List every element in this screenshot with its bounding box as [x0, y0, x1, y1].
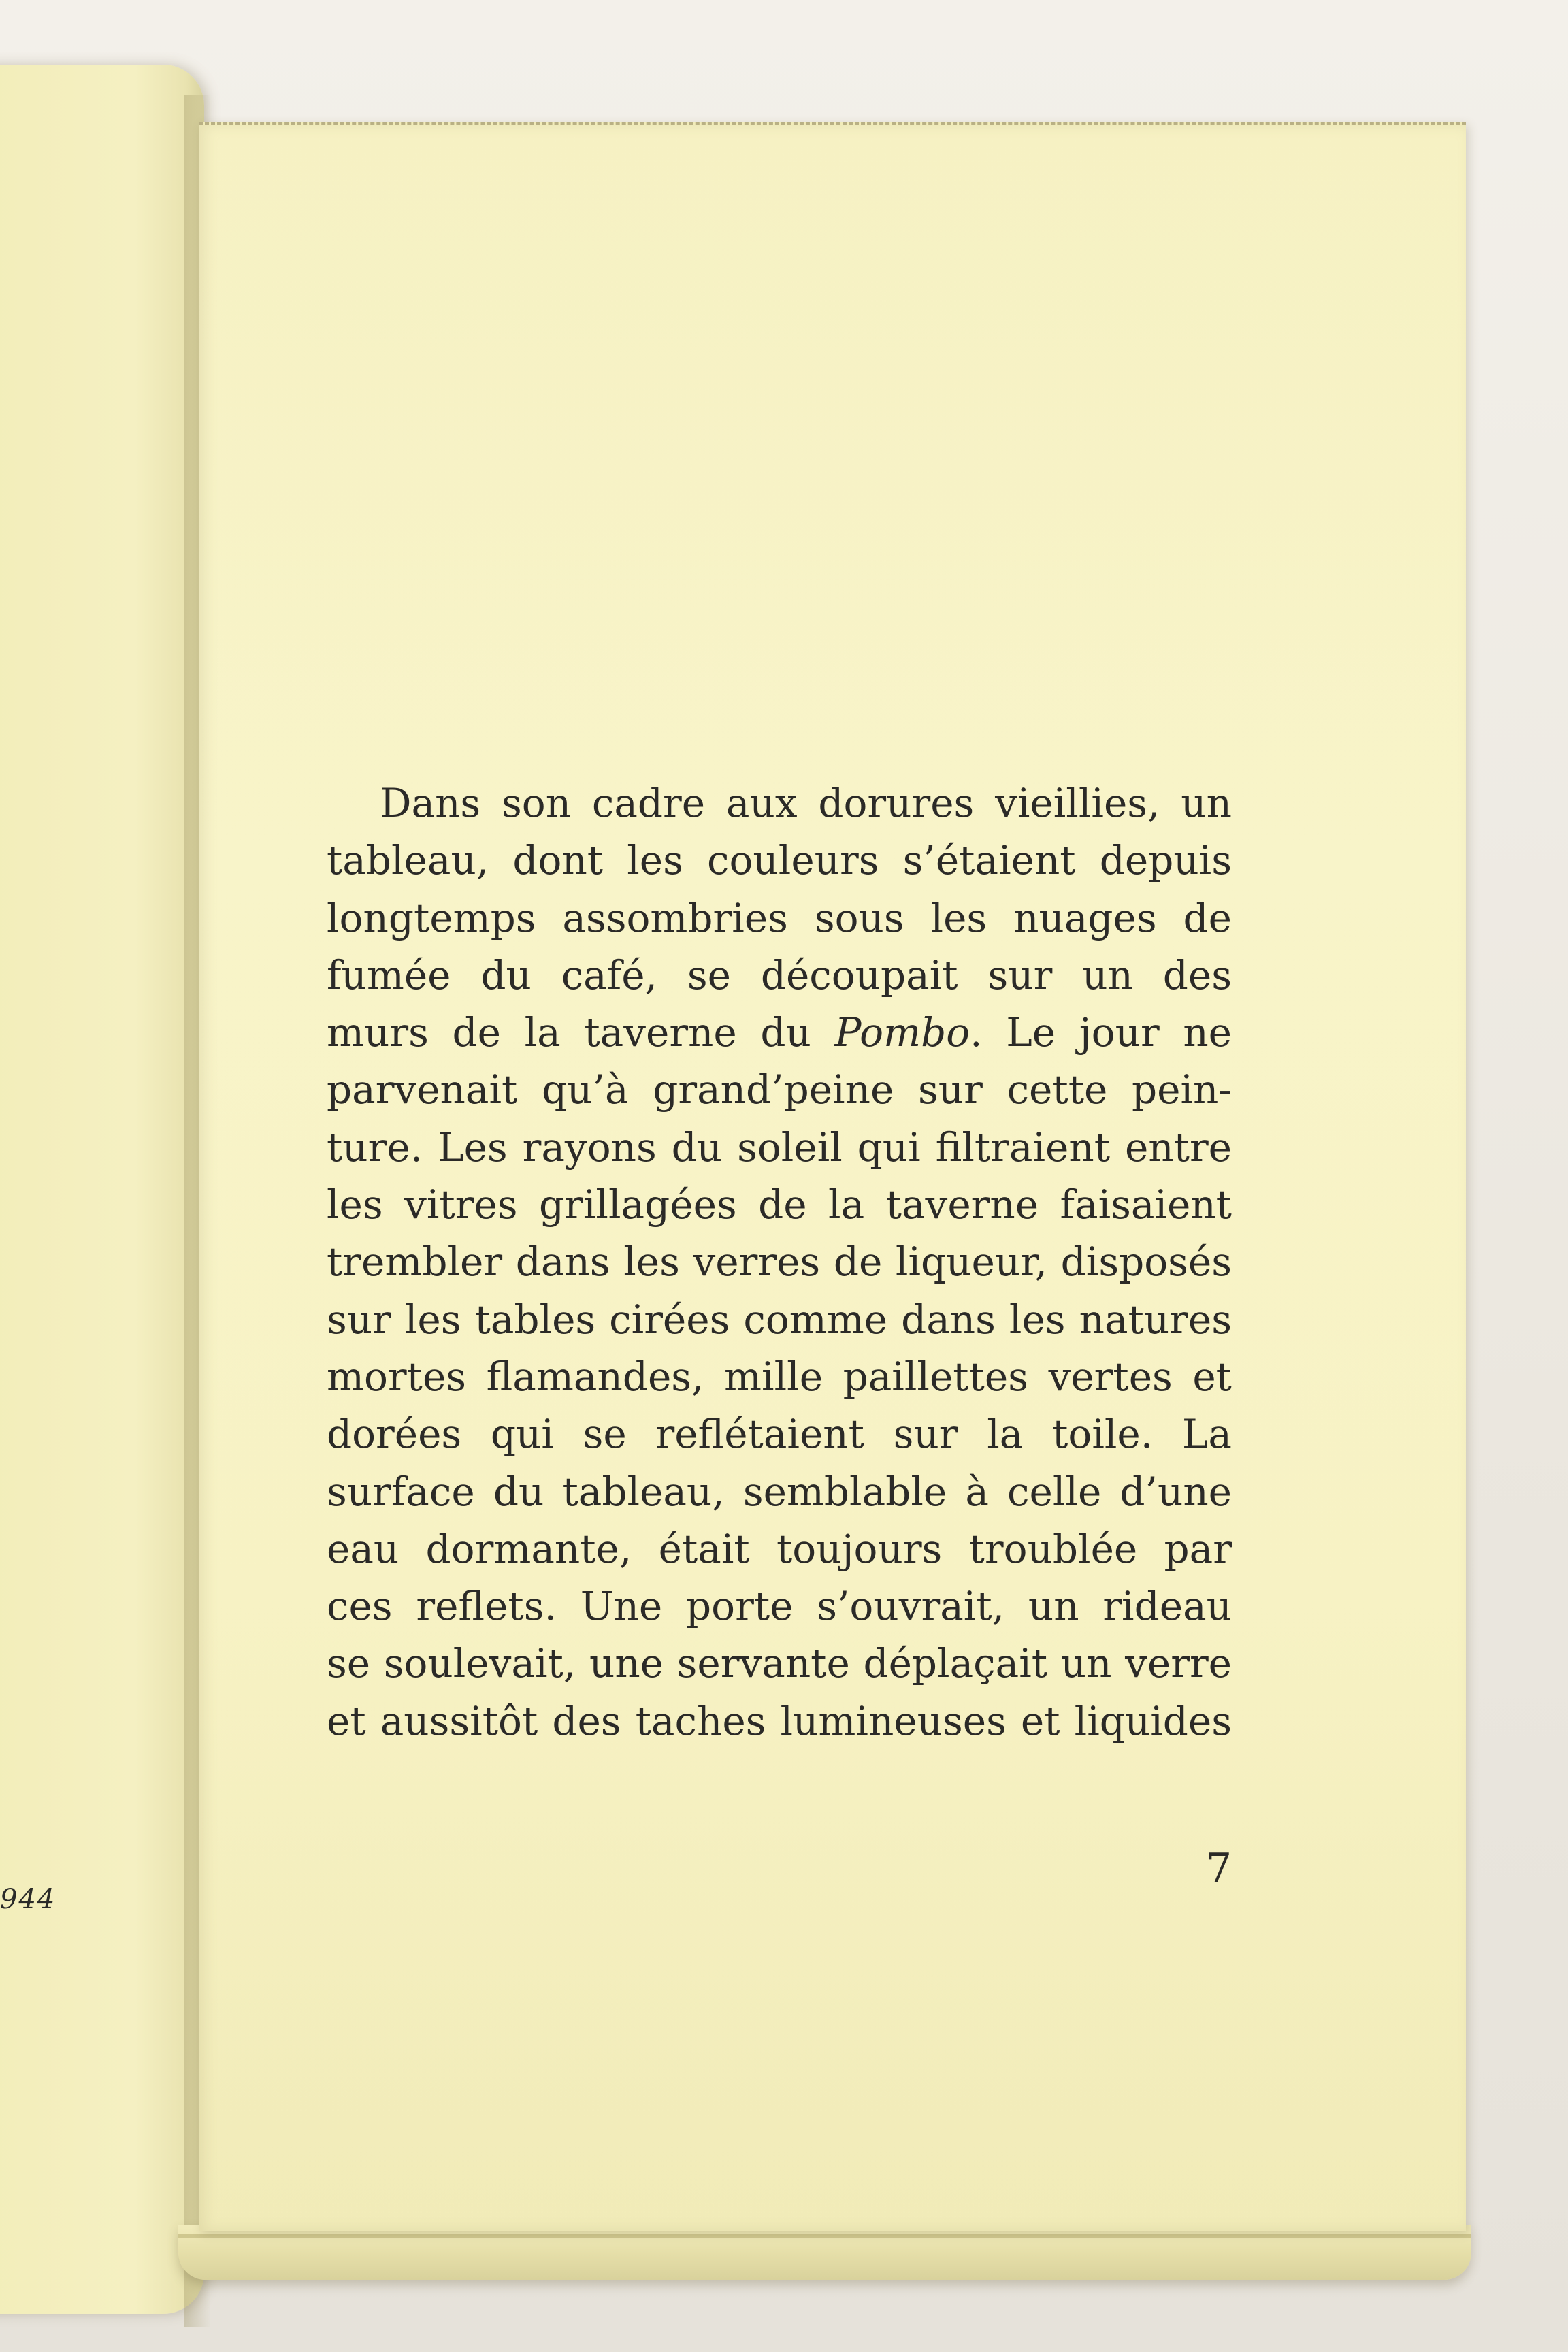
body-text — [327, 774, 1232, 1750]
text-line: les vitres grillagées de la taverne faisaient — [327, 1181, 1232, 1228]
text-line: longtemps assombries sous les nuages de — [327, 894, 1232, 941]
left-page-edge — [0, 65, 204, 2314]
text-line: murs de la taverne du Pombo. Le jour ne — [327, 1009, 1232, 1056]
text-line: ture. Les rayons du soleil qui filtraient entre — [327, 1124, 1232, 1171]
text-line: parvenait qu’à grand’peine sur cette pein- — [327, 1066, 1232, 1113]
text-line: Dans son cadre aux dorures vieillies, un — [380, 780, 1232, 826]
text-line: se soulevait, une servante déplaçait un verre — [327, 1640, 1232, 1687]
page-number: 7 — [1205, 1845, 1232, 1893]
italic-word: Pombo — [834, 1009, 970, 1056]
text-line: mortes flamandes, mille paillettes vertes et — [327, 1353, 1232, 1400]
text-line: sur les tables cirées comme dans les natures — [327, 1296, 1232, 1343]
left-page-number-fragment: 944 — [0, 1884, 56, 1915]
text-line: tableau, dont les couleurs s’étaient depuis — [327, 837, 1232, 884]
text-line: et aussitôt des taches lumineuses et liquides — [327, 1697, 1232, 1744]
text-line: ces reflets. Une porte s’ouvrait, un rideau — [327, 1583, 1232, 1630]
right-page — [199, 122, 1466, 2231]
page-stack-line — [178, 2234, 1471, 2238]
text-line: dorées qui se reflétaient sur la toile. La — [327, 1411, 1232, 1458]
text-line: eau dormante, était toujours troublée par — [327, 1525, 1232, 1572]
text-line: fumée du café, se découpait sur un des — [327, 951, 1232, 998]
text-line: trembler dans les verres de liqueur, disposés — [327, 1239, 1232, 1286]
text-line: surface du tableau, semblable à celle d’une — [327, 1468, 1232, 1515]
